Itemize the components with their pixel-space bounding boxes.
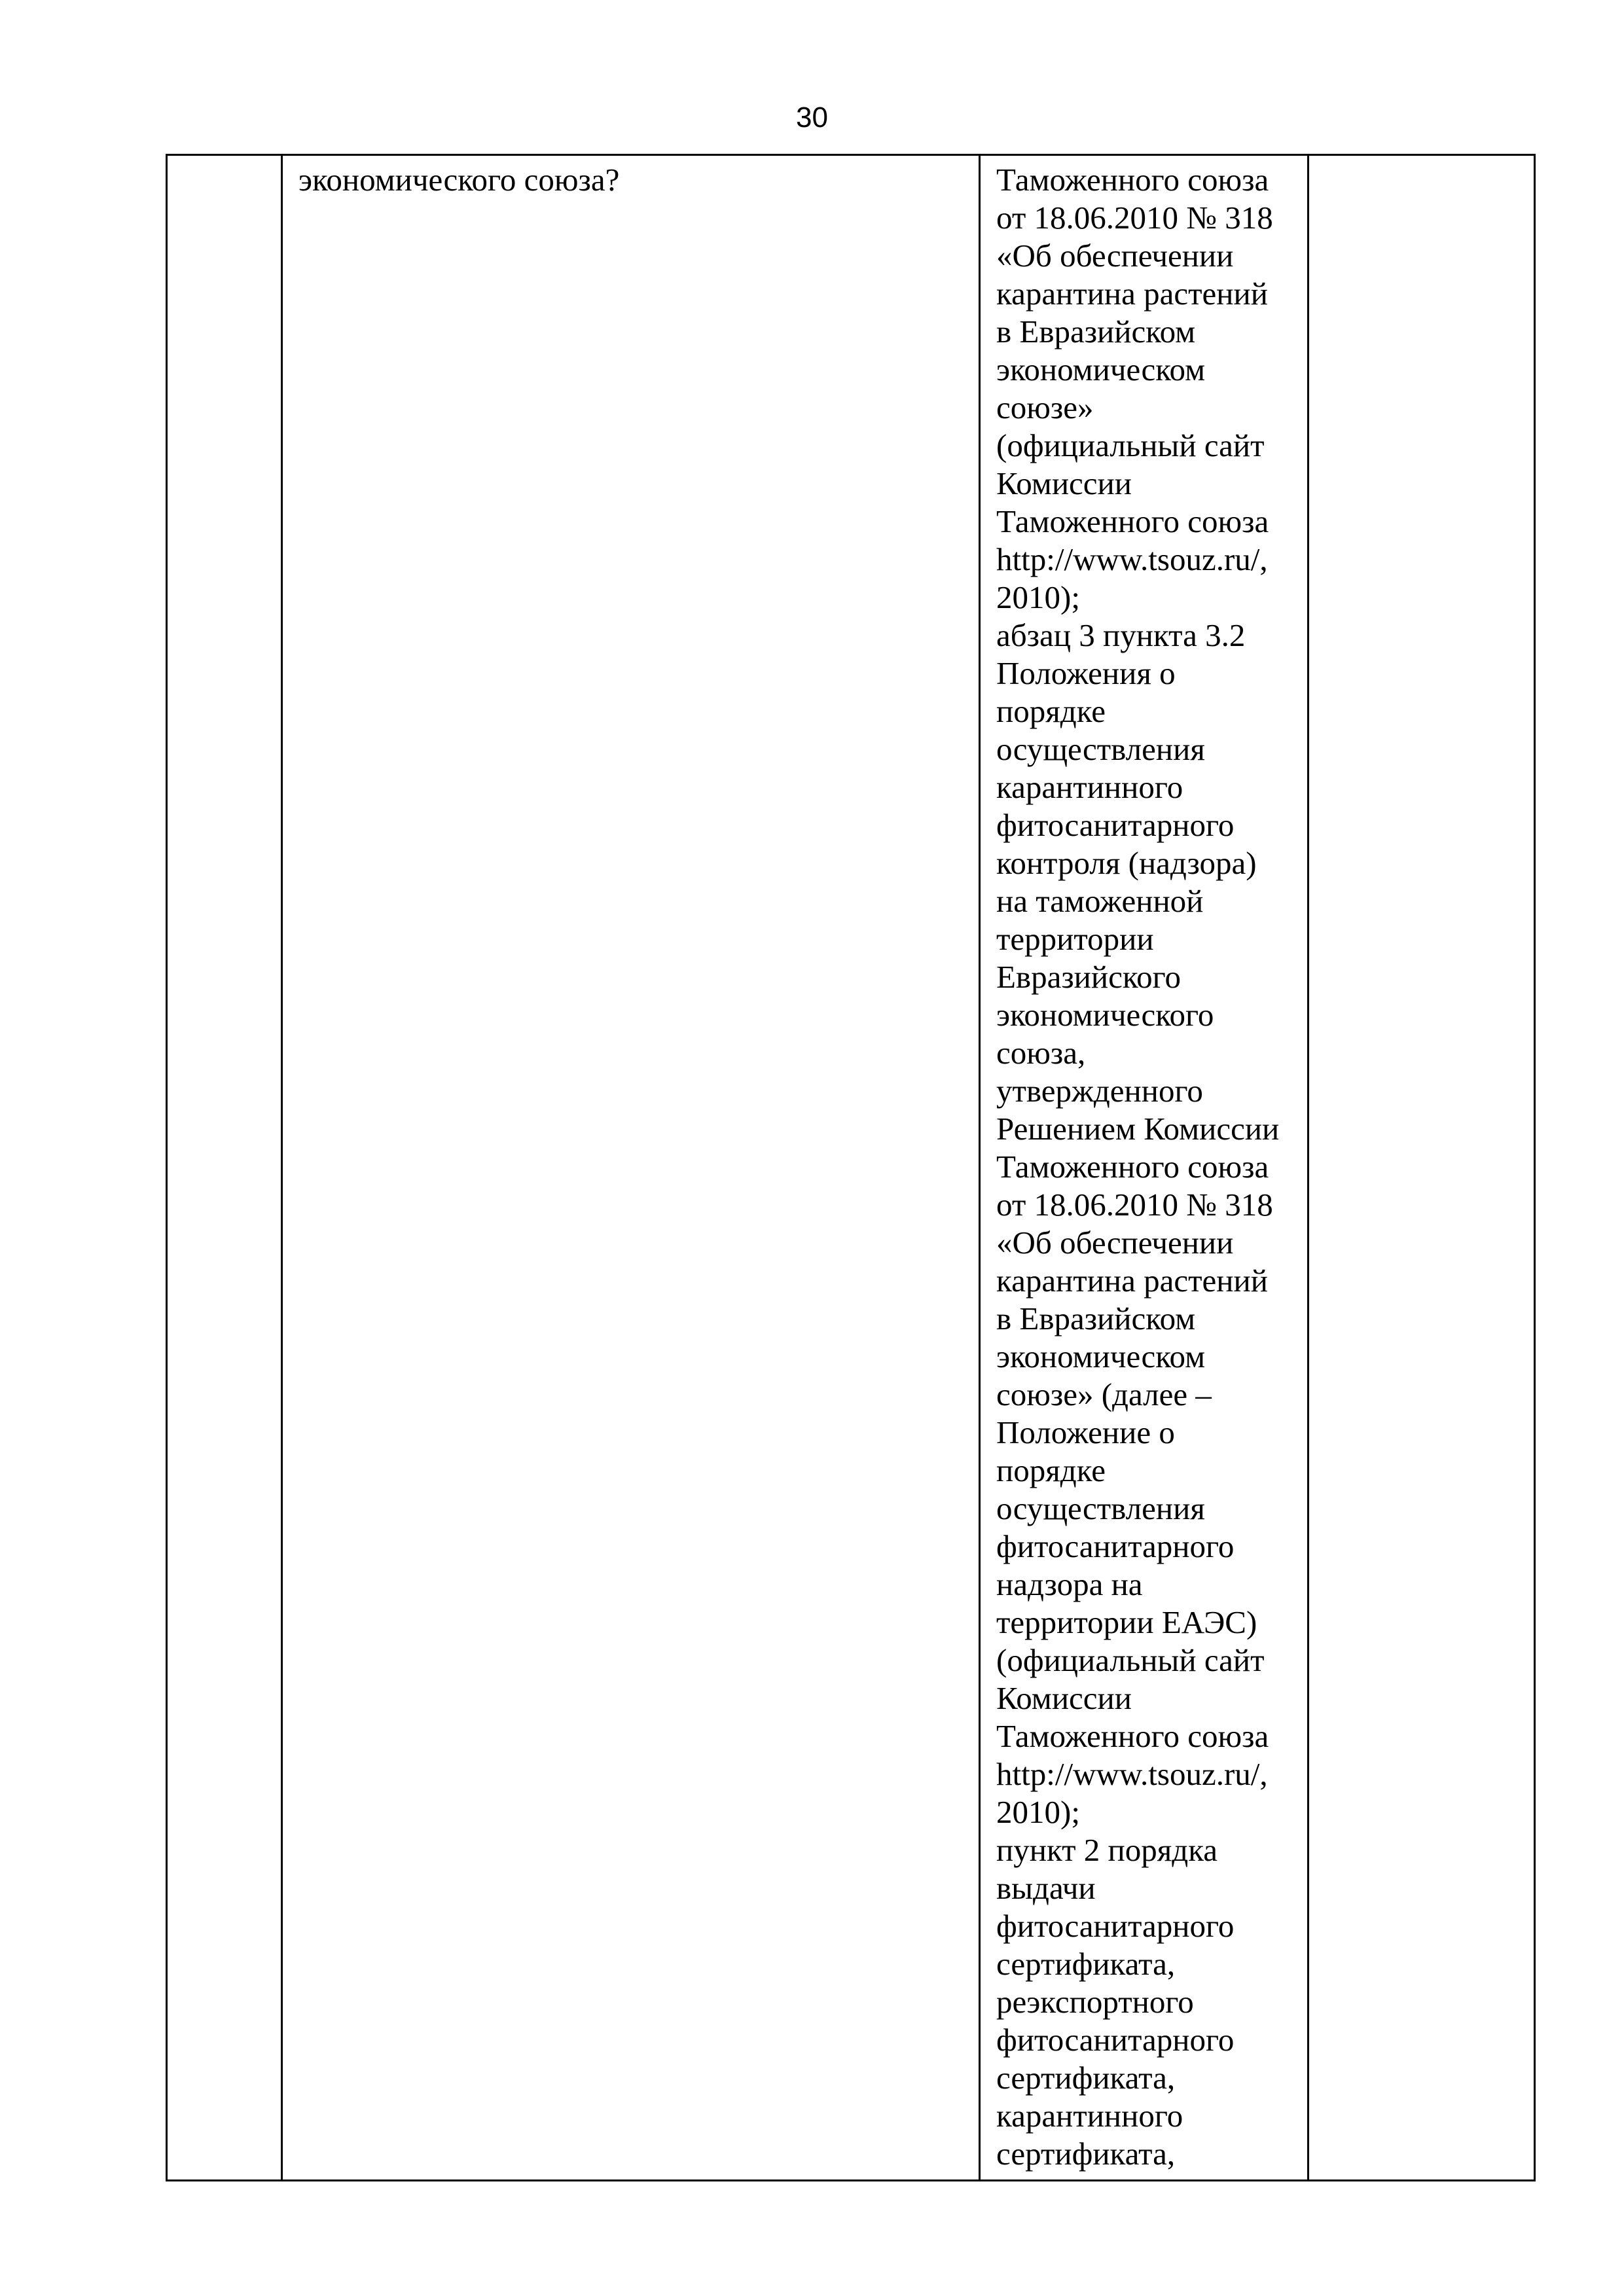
requirements-line: территории ЕАЭС) [996, 1604, 1257, 1640]
requirements-line: Комиссии [996, 465, 1132, 501]
requirements-line: (официальный сайт [996, 427, 1265, 463]
requirements-line: Таможенного союза [996, 1718, 1269, 1754]
requirements-line: реэкспортного [996, 1984, 1194, 2020]
requirements-line: Положение о [996, 1414, 1175, 1450]
requirements-line: утвержденного [996, 1073, 1203, 1109]
requirements-line: фитосанитарного [996, 807, 1235, 843]
requirements-line: Положения о [996, 655, 1176, 691]
requirements-line: сертификата, [996, 2136, 1176, 2172]
row-number-cell [167, 155, 282, 2181]
requirements-line: пункт 2 порядка [996, 1832, 1218, 1868]
table-row [167, 155, 1535, 2181]
row-number-text [168, 156, 281, 161]
requirements-line: 2010); [996, 1794, 1080, 1830]
requirements-line: экономического [996, 997, 1214, 1033]
requirements-line: союзе» (далее – [996, 1376, 1212, 1412]
requirements-line: карантина растений [996, 276, 1268, 312]
requirements-line: от 18.06.2010 № 318 [996, 1187, 1273, 1223]
requirements-line: сертификата, [996, 2060, 1176, 2096]
requirements-line: выдачи [996, 1870, 1096, 1906]
requirements-line: осуществления [996, 731, 1205, 767]
requirements-line: Евразийского [996, 959, 1182, 995]
requirements-line: карантинного [996, 769, 1183, 805]
requirements-line: союза, [996, 1035, 1086, 1071]
requirements-text [981, 156, 1307, 2173]
question-text [283, 156, 979, 199]
requirements-line: (официальный сайт [996, 1642, 1265, 1678]
requirements-line: Таможенного союза [996, 1149, 1269, 1185]
requirements-line: http://www.tsouz.ru/, [996, 1756, 1268, 1792]
requirements-line: экономическом [996, 1338, 1206, 1374]
requirements-line: союзе» [996, 389, 1094, 425]
requirements-line: от 18.06.2010 № 318 [996, 200, 1273, 236]
requirements-line: «Об обеспечении [996, 238, 1234, 274]
answer-text [1309, 156, 1534, 161]
requirements-line: фитосанитарного [996, 2022, 1235, 2058]
requirements-line: «Об обеспечении [996, 1225, 1234, 1261]
checklist-table [166, 154, 1536, 2181]
answer-cell [1308, 155, 1535, 2181]
requirements-line: фитосанитарного [996, 1528, 1235, 1564]
requirements-line: осуществления [996, 1490, 1205, 1526]
requirements-line: фитосанитарного [996, 1908, 1235, 1944]
question-cell [282, 155, 980, 2181]
requirements-line: контроля (надзора) [996, 845, 1257, 881]
requirements-line: карантина растений [996, 1263, 1268, 1299]
requirements-line: надзора на [996, 1566, 1143, 1602]
requirements-line: в Евразийском [996, 314, 1196, 350]
page-number: 30 [796, 101, 828, 134]
requirements-line: Решением Комиссии [996, 1111, 1280, 1147]
requirements-line: карантинного [996, 2098, 1183, 2134]
requirements-line: сертификата, [996, 1946, 1176, 1982]
requirements-line: порядке [996, 1452, 1106, 1488]
requirements-line: абзац 3 пункта 3.2 [996, 617, 1246, 653]
requirements-line: 2010); [996, 579, 1080, 615]
requirements-line: Таможенного союза [996, 162, 1269, 198]
requirements-cell [980, 155, 1308, 2181]
requirements-line: в Евразийском [996, 1300, 1196, 1336]
requirements-line: http://www.tsouz.ru/, [996, 541, 1268, 577]
requirements-line: территории [996, 921, 1154, 957]
requirements-line: экономическом [996, 351, 1206, 387]
question-line: экономического союза? [298, 162, 620, 198]
requirements-line: Таможенного союза [996, 503, 1269, 539]
requirements-line: на таможенной [996, 883, 1204, 919]
requirements-line: порядке [996, 693, 1106, 729]
requirements-line: Комиссии [996, 1680, 1132, 1716]
